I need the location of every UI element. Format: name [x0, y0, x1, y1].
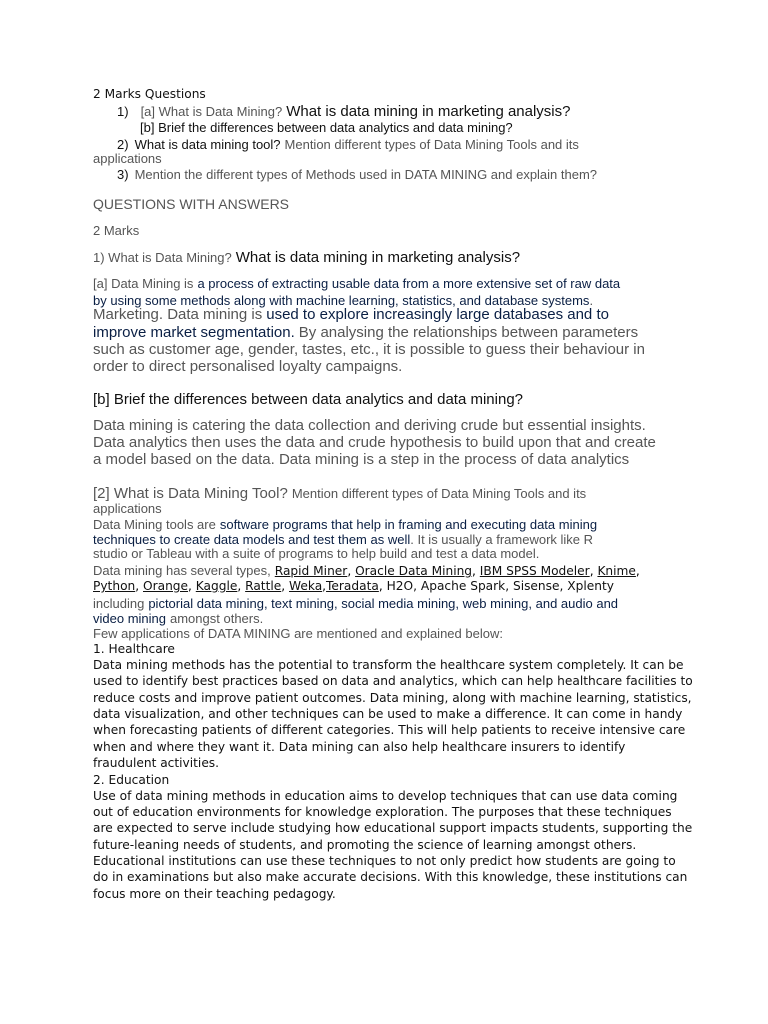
- tool-link-rattle[interactable]: Rattle: [245, 579, 282, 593]
- q2-wrap: applications: [93, 151, 162, 166]
- question-3: [117, 166, 597, 184]
- a1-l4-navy: improve market segmentation.: [93, 324, 295, 341]
- tool-link-weka[interactable]: Weka: [289, 579, 323, 593]
- q1-a-question: What is data mining in marketing analysis?: [286, 103, 571, 120]
- a1-l4-grey: By analysing the relationships between parameters: [298, 324, 639, 341]
- answer-b-heading: [b] Brief the differences between data analytics and data mining?: [93, 391, 523, 408]
- answer-a1-line-6: order to direct personalised loyalty campaigns.: [93, 358, 403, 375]
- q1-b: [b] Brief the differences between data analytics and data mining?: [140, 120, 513, 135]
- answers-heading: QUESTIONS WITH ANSWERS: [93, 196, 290, 212]
- q3-number: 3): [117, 167, 129, 182]
- education-line-5: Educational institutions can use these techniques to not only predict how students are going to: [93, 854, 676, 868]
- tools-l4-grey: Data mining has several types,: [93, 563, 271, 578]
- answer-b-line-1: Data mining is catering the data collection and deriving crude but essential insights.: [93, 417, 646, 434]
- q2-lead: What is data mining tool?: [134, 137, 281, 152]
- answers-marks-label: 2 Marks: [93, 223, 140, 238]
- answer-q2-wrap: applications: [93, 501, 162, 516]
- healthcare-line-3: reduce costs and improve patient outcomes. Data mining, along with machine learning, statistics,: [93, 691, 692, 705]
- healthcare-title: 1. Healthcare: [93, 642, 175, 656]
- tools-few-applications: Few applications of DATA MINING are mentioned and explained below:: [93, 626, 503, 641]
- question-2: [117, 136, 579, 154]
- answer-q1-prefix: 1) What is Data Mining?: [93, 250, 232, 265]
- healthcare-line-1: Data mining methods has the potential to transform the healthcare system completely. It can be: [93, 658, 684, 672]
- q1-number: 1): [117, 104, 129, 119]
- healthcare-line-5: when forecasting patients of different categories. This will help patients to receive intensive care: [93, 723, 686, 737]
- tool-link-knime[interactable]: Knime: [597, 564, 636, 578]
- education-line-7: focus more on their teaching pedagogy.: [93, 887, 336, 901]
- healthcare-line-2: used to identify best practices based on data and analytics, which can help healthcare facilities to: [93, 674, 693, 688]
- answer-b-line-3: a model based on the data. Data mining is a step in the process of data analytics: [93, 451, 630, 468]
- a1-l1-grey: [a] Data Mining is: [93, 276, 194, 291]
- answer-b-line-2: Data analytics then uses the data and crude hypothesis to build upon that and create: [93, 434, 656, 451]
- education-line-4: future-leaning needs of students, and promoting the science of learning amongst others.: [93, 838, 637, 852]
- a1-l3-grey: Marketing. Data mining is: [93, 306, 263, 323]
- q2-number: 2): [117, 137, 129, 152]
- education-line-2: out of education environments for knowledge exploration. The purposes that these techniques: [93, 805, 672, 819]
- marks-questions-heading: 2 Marks Questions: [93, 87, 206, 101]
- tools-l2-navy: techniques to create data models and test them as well: [93, 532, 411, 547]
- answer-q2-lead: [2] What is Data Mining Tool?: [93, 485, 288, 502]
- tools-l6-grey: including: [93, 596, 145, 611]
- tools-line-3: studio or Tableau with a suite of programs to help build and test a data model.: [93, 546, 540, 561]
- a1-l2-end: .: [589, 293, 594, 308]
- healthcare-line-4: data visualization, and other techniques can be used to make a difference. It can come in handy: [93, 707, 683, 721]
- healthcare-line-7: fraudulent activities.: [93, 756, 220, 770]
- tool-link-python[interactable]: Python: [93, 579, 136, 593]
- tool-link-ibm-spss-modeler[interactable]: IBM SPSS Modeler: [479, 564, 590, 578]
- question-1: [117, 103, 570, 121]
- answer-a1-line-3: [93, 306, 609, 324]
- tool-link-kaggle[interactable]: Kaggle: [195, 579, 238, 593]
- tools-l7-navy: video mining: [93, 611, 166, 626]
- education-line-6: do in examinations but also make accurate decisions. With this knowledge, these institutions can: [93, 870, 688, 884]
- q2-rest: Mention different types of Data Mining Tools and its: [284, 137, 579, 152]
- tool-link-orange[interactable]: Orange: [143, 579, 189, 593]
- tool-link-teradata[interactable]: Teradata: [326, 579, 379, 593]
- a1-l1-navy: a process of extracting usable data from a more extensive set of raw data: [197, 276, 621, 291]
- tools-l1-navy: software programs that help in framing and executing data mining: [219, 517, 598, 532]
- tool-link-rapid-miner[interactable]: Rapid Miner: [274, 564, 348, 578]
- tools-l2-grey: . It is usually a framework like R: [410, 532, 594, 547]
- tools-line-5-tail: H2O, Apache Spark, Sisense, Xplenty: [386, 579, 614, 593]
- healthcare-line-6: when and where they want it. Data mining can also help healthcare insurers to identify: [93, 740, 626, 754]
- education-line-1: Use of data mining methods in education aims to develop techniques that can use data coming: [93, 789, 678, 803]
- tools-l6-navy: pictorial data mining, text mining, social media mining, web mining, and audio and: [148, 596, 619, 611]
- answer-a1-line-5: such as customer age, gender, tastes, etc., it is possible to guess their behaviour in: [93, 341, 645, 358]
- answer-q2-title: [93, 485, 586, 503]
- a1-l3-navy: used to explore increasingly large databases and to: [266, 306, 609, 323]
- tools-l7-grey: amongst others.: [170, 611, 264, 626]
- tools-l1-grey: Data Mining tools are: [93, 517, 216, 532]
- tools-line-5: Python, Orange, Kaggle, Rattle, Weka,Teradata, H2O, Apache Spark, Sisense, Xplenty: [93, 579, 614, 593]
- q3-text: Mention the different types of Methods used in DATA MINING and explain them?: [134, 167, 598, 182]
- tools-line-4: Data mining has several types, Rapid Miner, Oracle Data Mining, IBM SPSS Modeler, Knime,: [93, 563, 640, 578]
- q1-a-prefix: [a] What is Data Mining?: [140, 104, 283, 119]
- answer-q2-rest: Mention different types of Data Mining Tools and its: [291, 486, 587, 501]
- a1-l2-navy: by using some methods along with machine learning, statistics, and database systems: [93, 293, 590, 308]
- answer-q1-question: What is data mining in marketing analysis?: [235, 249, 521, 266]
- answer-a1-line-4: [93, 324, 638, 342]
- education-line-3: are expected to serve include studying how educational support impacts students, supporting the: [93, 821, 693, 835]
- answer-q1-title: [93, 249, 520, 267]
- education-title: 2. Education: [93, 773, 170, 787]
- tool-link-oracle-data-mining[interactable]: Oracle Data Mining: [355, 564, 473, 578]
- answer-a1-line-1: [93, 275, 620, 293]
